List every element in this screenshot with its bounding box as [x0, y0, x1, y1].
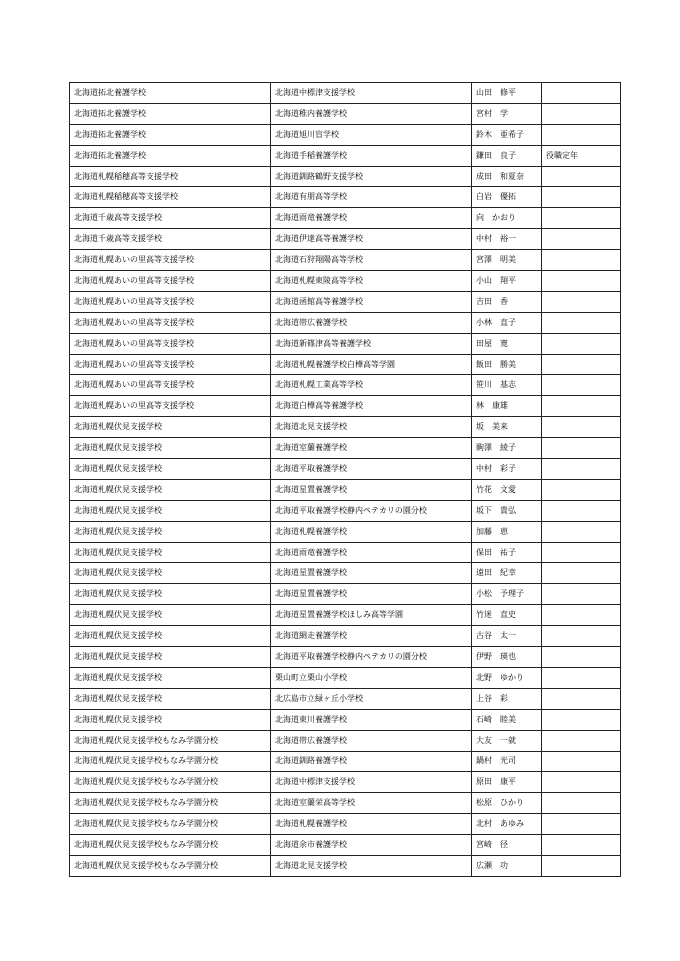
name-cell: 遠田 紀幸	[472, 563, 542, 584]
new-school-cell: 北海道星置養護学校	[271, 563, 472, 584]
name-cell: 上谷 彩	[472, 688, 542, 709]
table-row	[70, 730, 621, 751]
new-school-cell: 北海道余市養護学校	[271, 835, 472, 856]
new-school-cell: 北海道札幌工業高等学校	[271, 375, 472, 396]
former-school-cell: 北海道札幌伏見支援学校もなみ学園分校	[70, 772, 271, 793]
name-cell: 田屋 寛	[472, 333, 542, 354]
new-school-cell: 栗山町立栗山小学校	[271, 667, 472, 688]
name-cell: 坂下 貴弘	[472, 500, 542, 521]
name-cell: 松原 ひかり	[472, 793, 542, 814]
note-cell	[542, 250, 621, 271]
note-cell	[542, 835, 621, 856]
name-cell: 伊野 瑛也	[472, 647, 542, 668]
new-school-cell: 北海道平取養護学校静内ペテカリの園分校	[271, 500, 472, 521]
name-cell: 広瀬 功	[472, 855, 542, 876]
new-school-cell: 北海道東川養護学校	[271, 709, 472, 730]
name-cell: 小林 直子	[472, 312, 542, 333]
former-school-cell: 北海道札幌あいの里高等支援学校	[70, 354, 271, 375]
note-cell	[542, 166, 621, 187]
former-school-cell: 北海道札幌稲穂高等支援学校	[70, 166, 271, 187]
note-cell	[542, 730, 621, 751]
name-cell: 竹花 文愛	[472, 479, 542, 500]
former-school-cell: 北海道札幌あいの里高等支援学校	[70, 271, 271, 292]
note-cell	[542, 626, 621, 647]
table-row	[70, 500, 621, 521]
table-row	[70, 124, 621, 145]
name-cell: 笹川 基志	[472, 375, 542, 396]
former-school-cell: 北海道札幌伏見支援学校もなみ学園分校	[70, 793, 271, 814]
new-school-cell: 北海道伊達高等養護学校	[271, 229, 472, 250]
note-cell	[542, 459, 621, 480]
note-cell	[542, 333, 621, 354]
table-row	[70, 584, 621, 605]
name-cell: 向 かおり	[472, 208, 542, 229]
former-school-cell: 北海道札幌伏見支援学校	[70, 479, 271, 500]
new-school-cell: 北海道石狩翔陽高等学校	[271, 250, 472, 271]
name-cell: 竹迷 直史	[472, 605, 542, 626]
note-cell	[542, 605, 621, 626]
former-school-cell: 北海道札幌伏見支援学校	[70, 626, 271, 647]
note-cell	[542, 417, 621, 438]
name-cell: 鍋村 光司	[472, 751, 542, 772]
table-row	[70, 667, 621, 688]
former-school-cell: 北海道拓北養護学校	[70, 145, 271, 166]
table-row	[70, 521, 621, 542]
note-cell	[542, 751, 621, 772]
new-school-cell: 北海道星置養護学校	[271, 479, 472, 500]
note-cell	[542, 375, 621, 396]
former-school-cell: 北海道札幌あいの里高等支援学校	[70, 291, 271, 312]
name-cell: 駒澤 綾子	[472, 438, 542, 459]
former-school-cell: 北海道千歳高等支援学校	[70, 208, 271, 229]
table-row	[70, 479, 621, 500]
name-cell: 原田 康平	[472, 772, 542, 793]
new-school-cell: 北海道白樺高等養護学校	[271, 396, 472, 417]
new-school-cell: 北海道北見支援学校	[271, 417, 472, 438]
new-school-cell: 北海道中標津支援学校	[271, 772, 472, 793]
new-school-cell: 北広島市立緑ヶ丘小学校	[271, 688, 472, 709]
name-cell: 成田 和夏奈	[472, 166, 542, 187]
new-school-cell: 北海道平取養護学校	[271, 459, 472, 480]
table-row	[70, 145, 621, 166]
table-row	[70, 626, 621, 647]
name-cell: 石崎 睦美	[472, 709, 542, 730]
note-cell	[542, 667, 621, 688]
former-school-cell: 北海道札幌伏見支援学校もなみ学園分校	[70, 855, 271, 876]
note-cell	[542, 500, 621, 521]
table-row	[70, 772, 621, 793]
new-school-cell: 北海道札幌養護学校	[271, 521, 472, 542]
note-cell	[542, 521, 621, 542]
former-school-cell: 北海道札幌伏見支援学校	[70, 667, 271, 688]
name-cell: 鈴木 亜希子	[472, 124, 542, 145]
former-school-cell: 北海道札幌伏見支援学校	[70, 459, 271, 480]
name-cell: 坂 美来	[472, 417, 542, 438]
table-row	[70, 166, 621, 187]
table-row	[70, 250, 621, 271]
former-school-cell: 北海道札幌伏見支援学校	[70, 542, 271, 563]
former-school-cell: 北海道札幌伏見支援学校もなみ学園分校	[70, 751, 271, 772]
table-row	[70, 417, 621, 438]
note-cell	[542, 709, 621, 730]
note-cell	[542, 396, 621, 417]
personnel-table	[69, 82, 621, 877]
table-row	[70, 814, 621, 835]
name-cell: 飯田 勝美	[472, 354, 542, 375]
table-row	[70, 396, 621, 417]
note-cell	[542, 103, 621, 124]
name-cell: 北野 ゆかり	[472, 667, 542, 688]
former-school-cell: 北海道札幌あいの里高等支援学校	[70, 333, 271, 354]
new-school-cell: 北海道新篠津高等養護学校	[271, 333, 472, 354]
name-cell: 中村 彩子	[472, 459, 542, 480]
name-cell: 加藤 恵	[472, 521, 542, 542]
note-cell	[542, 647, 621, 668]
new-school-cell: 北海道雨竜養護学校	[271, 542, 472, 563]
new-school-cell: 北海道帯広養護学校	[271, 312, 472, 333]
note-cell	[542, 291, 621, 312]
name-cell: 宮村 学	[472, 103, 542, 124]
name-cell: 山田 修平	[472, 83, 542, 104]
table-row	[70, 103, 621, 124]
note-cell	[542, 229, 621, 250]
note-cell	[542, 208, 621, 229]
table-row	[70, 375, 621, 396]
former-school-cell: 北海道札幌あいの里高等支援学校	[70, 312, 271, 333]
table-row	[70, 312, 621, 333]
former-school-cell: 北海道拓北養護学校	[70, 103, 271, 124]
former-school-cell: 北海道札幌伏見支援学校もなみ学園分校	[70, 730, 271, 751]
former-school-cell: 北海道札幌あいの里高等支援学校	[70, 396, 271, 417]
note-cell	[542, 354, 621, 375]
former-school-cell: 北海道札幌伏見支援学校	[70, 563, 271, 584]
table-row	[70, 709, 621, 730]
new-school-cell: 北海道札幌養護学校白樺高等学園	[271, 354, 472, 375]
table-row	[70, 751, 621, 772]
name-cell: 北村 あゆみ	[472, 814, 542, 835]
note-cell	[542, 855, 621, 876]
former-school-cell: 北海道札幌伏見支援学校	[70, 709, 271, 730]
former-school-cell: 北海道拓北養護学校	[70, 83, 271, 104]
former-school-cell: 北海道札幌伏見支援学校	[70, 438, 271, 459]
table-row	[70, 563, 621, 584]
table-row	[70, 459, 621, 480]
former-school-cell: 北海道札幌伏見支援学校	[70, 605, 271, 626]
table-row	[70, 855, 621, 876]
new-school-cell: 北海道網走養護学校	[271, 626, 472, 647]
new-school-cell: 北海道旭川盲学校	[271, 124, 472, 145]
note-cell	[542, 124, 621, 145]
new-school-cell: 北海道札幌東陵高等学校	[271, 271, 472, 292]
name-cell: 吉田 香	[472, 291, 542, 312]
former-school-cell: 北海道札幌あいの里高等支援学校	[70, 375, 271, 396]
table-row	[70, 688, 621, 709]
note-cell	[542, 814, 621, 835]
personnel-table-body	[70, 83, 621, 877]
table-row	[70, 229, 621, 250]
former-school-cell: 北海道札幌伏見支援学校	[70, 500, 271, 521]
table-row	[70, 605, 621, 626]
new-school-cell: 北海道手稲養護学校	[271, 145, 472, 166]
note-cell	[542, 563, 621, 584]
former-school-cell: 北海道札幌あいの里高等支援学校	[70, 250, 271, 271]
new-school-cell: 北海道室蘭栄高等学校	[271, 793, 472, 814]
new-school-cell: 北海道中標津支援学校	[271, 83, 472, 104]
new-school-cell: 北海道釧路鶴野支援学校	[271, 166, 472, 187]
note-cell	[542, 438, 621, 459]
table-row	[70, 208, 621, 229]
note-cell	[542, 688, 621, 709]
note-cell	[542, 793, 621, 814]
former-school-cell: 北海道札幌伏見支援学校	[70, 417, 271, 438]
name-cell: 小山 翔平	[472, 271, 542, 292]
new-school-cell: 北海道雨竜養護学校	[271, 208, 472, 229]
note-cell	[542, 479, 621, 500]
former-school-cell: 北海道札幌伏見支援学校	[70, 521, 271, 542]
former-school-cell: 北海道札幌伏見支援学校	[70, 647, 271, 668]
former-school-cell: 北海道札幌伏見支援学校もなみ学園分校	[70, 835, 271, 856]
new-school-cell: 北海道稚内養護学校	[271, 103, 472, 124]
former-school-cell: 北海道札幌伏見支援学校	[70, 688, 271, 709]
table-row	[70, 271, 621, 292]
new-school-cell: 北海道帯広養護学校	[271, 730, 472, 751]
note-cell	[542, 312, 621, 333]
table-row	[70, 835, 621, 856]
note-cell	[542, 772, 621, 793]
new-school-cell: 北海道釧路養護学校	[271, 751, 472, 772]
name-cell: 中村 裕一	[472, 229, 542, 250]
name-cell: 宮崎 径	[472, 835, 542, 856]
name-cell: 古谷 太一	[472, 626, 542, 647]
former-school-cell: 北海道札幌伏見支援学校	[70, 584, 271, 605]
table-row	[70, 438, 621, 459]
note-cell	[542, 187, 621, 208]
name-cell: 大友 一就	[472, 730, 542, 751]
new-school-cell: 北海道星置養護学校ほしみ高等学園	[271, 605, 472, 626]
name-cell: 白岩 優拓	[472, 187, 542, 208]
table-row	[70, 333, 621, 354]
table-row	[70, 354, 621, 375]
table-row	[70, 83, 621, 104]
name-cell: 鎌田 良子	[472, 145, 542, 166]
former-school-cell: 北海道拓北養護学校	[70, 124, 271, 145]
note-cell	[542, 584, 621, 605]
former-school-cell: 北海道札幌稲穂高等支援学校	[70, 187, 271, 208]
table-row	[70, 793, 621, 814]
new-school-cell: 北海道平取養護学校静内ペテカリの園分校	[271, 647, 472, 668]
note-cell	[542, 271, 621, 292]
note-cell	[542, 83, 621, 104]
name-cell: 小松 予理子	[472, 584, 542, 605]
note-cell	[542, 542, 621, 563]
new-school-cell: 北海道有朋高等学校	[271, 187, 472, 208]
new-school-cell: 北海道室蘭養護学校	[271, 438, 472, 459]
new-school-cell: 北海道北見支援学校	[271, 855, 472, 876]
name-cell: 保田 祐子	[472, 542, 542, 563]
name-cell: 宮澤 明美	[472, 250, 542, 271]
new-school-cell: 北海道函館高等養護学校	[271, 291, 472, 312]
table-row	[70, 647, 621, 668]
table-row	[70, 291, 621, 312]
name-cell: 林 康雄	[472, 396, 542, 417]
table-row	[70, 187, 621, 208]
former-school-cell: 北海道札幌伏見支援学校もなみ学園分校	[70, 814, 271, 835]
new-school-cell: 北海道星置養護学校	[271, 584, 472, 605]
table-row	[70, 542, 621, 563]
note-cell: 役職定年	[542, 145, 621, 166]
new-school-cell: 北海道札幌養護学校	[271, 814, 472, 835]
former-school-cell: 北海道千歳高等支援学校	[70, 229, 271, 250]
